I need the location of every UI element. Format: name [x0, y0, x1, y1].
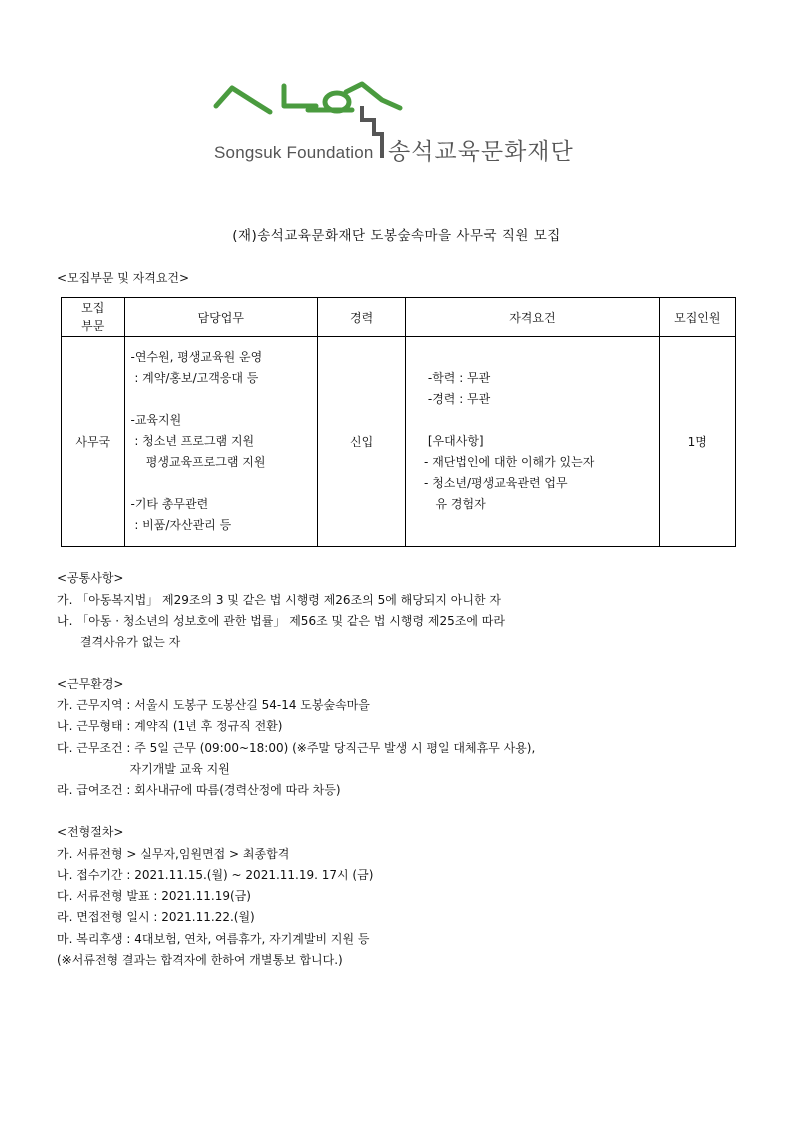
cell-duties [124, 337, 317, 547]
duty-line: -기타 총무관련 [130, 497, 209, 511]
qualification-line: -경력 : 무관 [420, 392, 491, 406]
header-career: 경력 [317, 298, 405, 337]
header-count: 모집인원 [659, 298, 735, 337]
process-item-1: 가. 서류전형 > 실무자,임원면접 > 최종합격 [57, 847, 290, 861]
duty-line: 평생교육프로그램 지원 [130, 455, 266, 469]
duty-line: -연수원, 평생교육원 운영 [130, 350, 263, 364]
header-dept [62, 298, 125, 337]
duty-line [131, 473, 317, 494]
header-duties: 담당업무 [124, 298, 317, 337]
cell-count: 1명 [659, 337, 735, 547]
common-item-1: 가. 「아동복지법」 제29조의 3 및 같은 법 시행령 제26조의 5에 해당되지 아니한 자 [57, 593, 501, 607]
work-item-3: 다. 근무조건 : 주 5일 근무 (09:00~18:00) (※주말 당직근무 발생 시 평일 대체휴무 사용), [57, 741, 536, 755]
header-qualifications: 자격요건 [406, 298, 659, 337]
process-item-4: 라. 면접전형 일시 : 2021.11.22.(월) [57, 910, 255, 924]
logo-korean-text: 송석교육문화재단 [388, 139, 574, 165]
duty-line [131, 389, 317, 410]
duty-line: -교육지원 [130, 413, 182, 427]
cell-qualifications [406, 337, 659, 547]
qualifications-list [406, 368, 658, 515]
common-item-2-cont: 결격사유가 없는 자 [57, 635, 181, 649]
process-item-2: 나. 접수기간 : 2021.11.15.(월) ~ 2021.11.19. 17시 (금) [57, 868, 374, 882]
work-item-1: 가. 근무지역 : 서울시 도봉구 도봉산길 54-14 도봉숲속마을 [57, 698, 370, 712]
section-process-heading: <전형절차> [57, 825, 124, 839]
page-title: (재)송석교육문화재단 도봉숲속마을 사무국 직원 모집 [232, 228, 561, 244]
cell-career: 신입 [317, 337, 405, 547]
process-item-5: 마. 복리후생 : 4대보험, 연차, 여름휴가, 자기계발비 지원 등 [57, 932, 370, 946]
header-dept-line1: 모집 [81, 301, 105, 315]
duty-line: : 청소년 프로그램 지원 [130, 434, 255, 448]
qualification-line: 유 경험자 [420, 497, 486, 511]
qualification-line: -학력 : 무관 [420, 371, 491, 385]
qualification-line: - 재단법인에 대한 이해가 있는자 [420, 455, 595, 469]
work-item-2: 나. 근무형태 : 계약직 (1년 후 정규직 전환) [57, 719, 283, 733]
duties-list [125, 347, 317, 536]
qualification-line [420, 410, 658, 431]
duty-line: : 비품/자산관리 등 [130, 518, 232, 532]
work-item-4: 라. 급여조건 : 회사내규에 따름(경력산정에 따라 차등) [57, 783, 341, 797]
work-item-3-cont: 자기개발 교육 지원 [57, 762, 230, 776]
common-item-2: 나. 「아동 · 청소년의 성보호에 관한 법률」 제56조 및 같은 법 시행령 제25조에 따라 [57, 614, 505, 628]
table-row [62, 337, 736, 547]
section-work-heading: <근무환경> [57, 677, 124, 691]
table-header-row [62, 298, 736, 337]
header-dept-line2: 부문 [81, 319, 105, 333]
process-note: (※서류전형 결과는 합격자에 한하여 개별통보 합니다.) [57, 953, 343, 967]
section-recruit-heading: <모집부문 및 자격요건> [57, 271, 190, 285]
process-item-3: 다. 서류전형 발표 : 2021.11.19(금) [57, 889, 251, 903]
cell-dept: 사무국 [62, 337, 125, 547]
requirements-table [61, 297, 736, 547]
logo-english-text: Songsuk Foundation [214, 143, 374, 162]
duty-line: : 계약/홍보/고객응대 등 [130, 371, 259, 385]
section-common-heading: <공통사항> [57, 571, 124, 585]
qualification-line: - 청소년/평생교육관련 업무 [420, 476, 568, 490]
qualification-line: [우대사항] [420, 434, 484, 448]
